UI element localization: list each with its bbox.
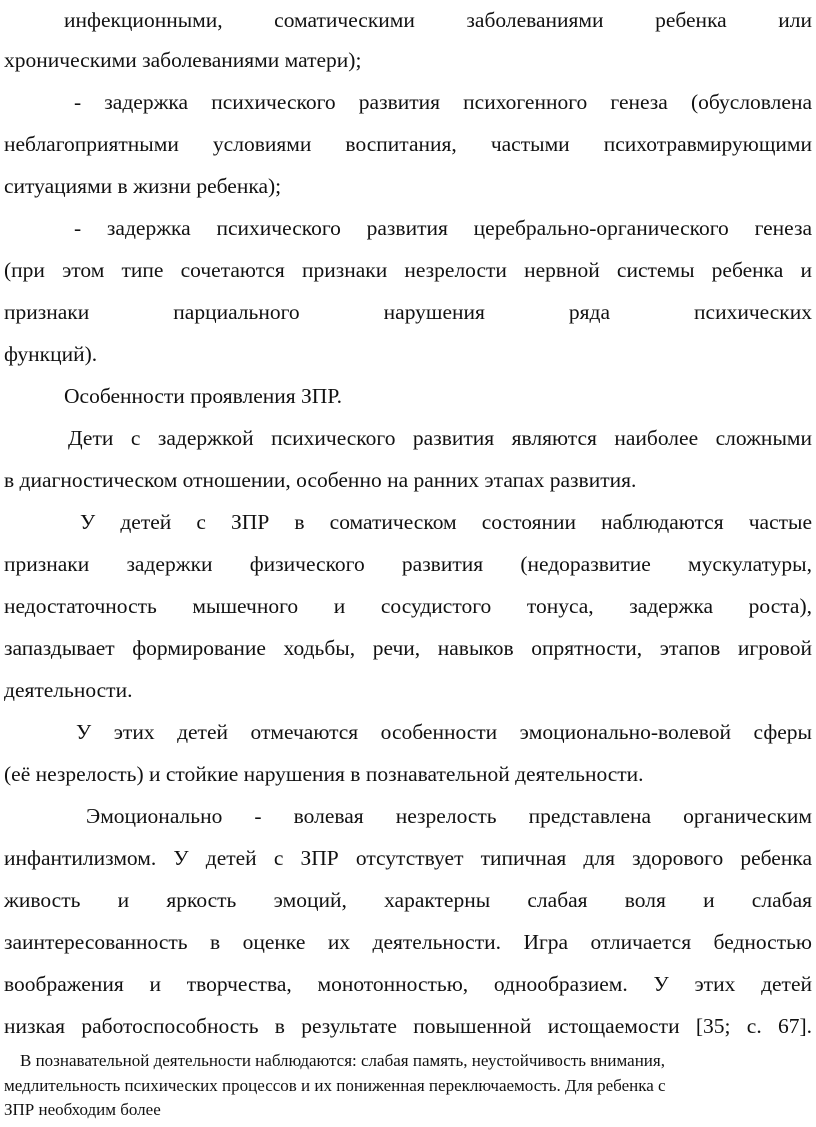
text-line-25: низкая работоспособность в результате повышенной истощаемости [35; с. 67]. <box>4 1014 812 1038</box>
text-line-16: запаздывает формирование ходьбы, речи, навыков опрятности, этапов игровой <box>4 636 812 660</box>
text-line-21: инфантилизмом. У детей с ЗПР отсутствует типичная для здорового ребенка <box>4 846 812 870</box>
text-line-28: ЗПР необходим более <box>4 1100 161 1119</box>
text-line-18: У этих детей отмечаются особенности эмоционально-волевой сферы <box>76 720 812 744</box>
text-line-20: Эмоционально - волевая незрелость представлена органическим <box>86 804 812 828</box>
text-line-1: инфекционными, соматическими заболеваниями ребенка или <box>64 8 812 32</box>
text-line-3: - задержка психического развития психогенного генеза (обусловлена <box>74 90 812 114</box>
text-line-22: живость и яркость эмоций, характерны слабая воля и слабая <box>4 888 812 912</box>
text-line-27: медлительность психических процессов и их пониженная переключаемость. Для ребенка с <box>4 1076 666 1095</box>
text-line-24: воображения и творчества, монотонностью, однообразием. У этих детей <box>4 972 812 996</box>
text-line-13: У детей с ЗПР в соматическом состоянии наблюдаются частые <box>80 510 812 534</box>
section-heading: Особенности проявления ЗПР. <box>64 384 342 408</box>
text-line-9: функций). <box>4 342 98 366</box>
text-line-12: в диагностическом отношении, особенно на ранних этапах развития. <box>4 468 637 492</box>
text-line-19: (её незрелость) и стойкие нарушения в познавательной деятельности. <box>4 762 644 786</box>
text-line-2: хроническими заболеваниями матери); <box>4 48 362 72</box>
text-line-5: ситуациями в жизни ребенка); <box>4 174 282 198</box>
text-line-6: - задержка психического развития церебрально-органического генеза <box>74 216 812 240</box>
text-line-26: В познавательной деятельности наблюдаются: слабая память, неустойчивость внимания, <box>20 1051 665 1070</box>
text-line-15: недостаточность мышечного и сосудистого тонуса, задержка роста), <box>4 594 812 618</box>
text-line-23: заинтересованность в оценке их деятельности. Игра отличается бедностью <box>4 930 812 954</box>
text-line-14: признаки задержки физического развития (недоразвитие мускулатуры, <box>4 552 812 576</box>
text-line-17: деятельности. <box>4 678 133 702</box>
text-line-7: (при этом типе сочетаются признаки незрелости нервной системы ребенка и <box>4 258 812 282</box>
text-line-11: Дети с задержкой психического развития являются наиболее сложными <box>68 426 812 450</box>
text-line-8: признаки парциального нарушения ряда психических <box>4 300 812 324</box>
text-line-4: неблагоприятными условиями воспитания, частыми психотравмирующими <box>4 132 812 156</box>
